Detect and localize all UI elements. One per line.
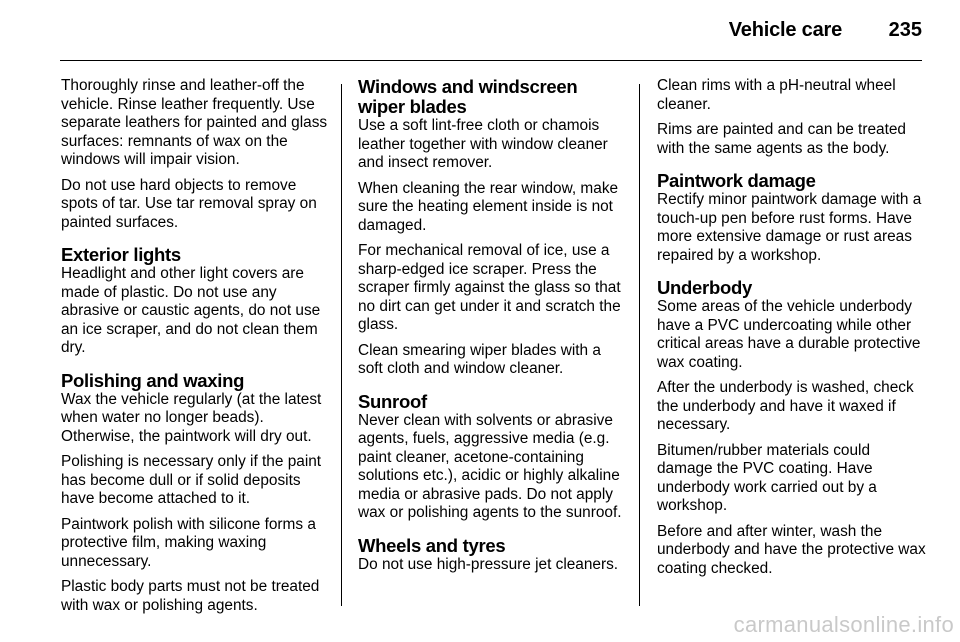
paragraph-polishing-necessary: Polishing is necessary only if the paint has become dull or if solid deposits have become attached to it. [61,453,322,507]
column-3 [657,77,927,585]
paragraph-tar: Do not use hard objects to remove spots of tar. Use tar removal spray on painted surfaces. [61,176,317,231]
page-number: 235 [888,19,922,41]
column-divider-1 [341,84,342,606]
column-1 [61,77,329,622]
paragraph-ice-removal: For mechanical removal of ice, use a sharp-edged ice scraper. Press the scraper firmly against the glass so that no dirt can get under it and scratch the glass. [358,242,621,333]
paragraph-rims-painted: Rims are painted and can be treated with the same agents as the body. [657,121,906,157]
section-title: Vehicle care [728,19,842,41]
paragraph-soft-cloth: Use a soft lint-free cloth or chamois leather together with window cleaner and insect remover. [358,117,608,171]
paragraph-wax-regularly: Wax the vehicle regularly (at the latest when water no longer beads). Otherwise, the paintwork will dry out. [61,390,322,445]
paragraph-wiper-blades: Clean smearing wiper blades with a soft cloth and window cleaner. [358,341,601,377]
heading-wheels-tyres: Wheels and tyres [358,534,506,556]
paragraph-rinse: Thoroughly rinse and leather-off the vehicle. Rinse leather frequently. Use separate leathers for painted and glass surfaces: remnants of wax on the windows will impair vision. [61,77,328,168]
paragraph-exterior-lights: Headlight and other light covers are made of plastic. Do not use any abrasive or caustic agents, do not use an ice scraper, and do not clean them dry. [61,265,321,356]
paragraph-clean-rims: Clean rims with a pH-neutral wheel cleaner. [657,77,896,113]
heading-paintwork-damage: Paintwork damage [657,170,816,191]
paragraph-underbody-washed: After the underbody is washed, check the underbody and have it waxed if necessary. [657,379,914,433]
watermark-text: carmanualsonline.info [733,612,954,637]
heading-sunroof: Sunroof [358,390,427,412]
page-header [0,0,960,62]
paragraph-silicone-polish: Paintwork polish with silicone forms a protective film, making waxing unnecessary. [61,515,316,570]
column-divider-2 [639,84,640,606]
heading-polishing-waxing: Polishing and waxing [61,369,245,391]
heading-underbody: Underbody [657,277,752,298]
paragraph-sunroof: Never clean with solvents or abrasive agents, fuels, aggressive media (e.g. paint cleaner, acetone-containing solutions etc.), acidic or highly alkaline media or abrasive pads. Do not apply wax or polishing agents to the sunroof. [358,411,622,521]
column-2 [358,77,628,581]
paragraph-high-pressure: Do not use high-pressure jet cleaners. [358,555,619,573]
paragraph-paintwork-damage: Rectify minor paintwork damage with a touch-up pen before rust forms. Have more extensive damage or rust areas repaired by a workshop. [657,191,922,264]
paragraph-plastic-parts: Plastic body parts must not be treated with wax or polishing agents. [61,578,320,614]
paragraph-pvc-undercoating: Some areas of the vehicle underbody have a PVC undercoating while other critical areas have a durable protective wax coating. [657,298,921,371]
header-divider [60,60,922,61]
paragraph-winter: Before and after winter, wash the underbody and have the protective wax coating checked. [657,522,926,577]
heading-exterior-lights: Exterior lights [61,244,181,265]
paragraph-bitumen: Bitumen/rubber materials could damage the PVC coating. Have underbody work carried out by a workshop. [657,441,877,514]
heading-windows-wipers: Windows and windscreen wiper blades [358,76,578,117]
paragraph-rear-window: When cleaning the rear window, make sure the heating element inside is not damaged. [358,179,619,234]
